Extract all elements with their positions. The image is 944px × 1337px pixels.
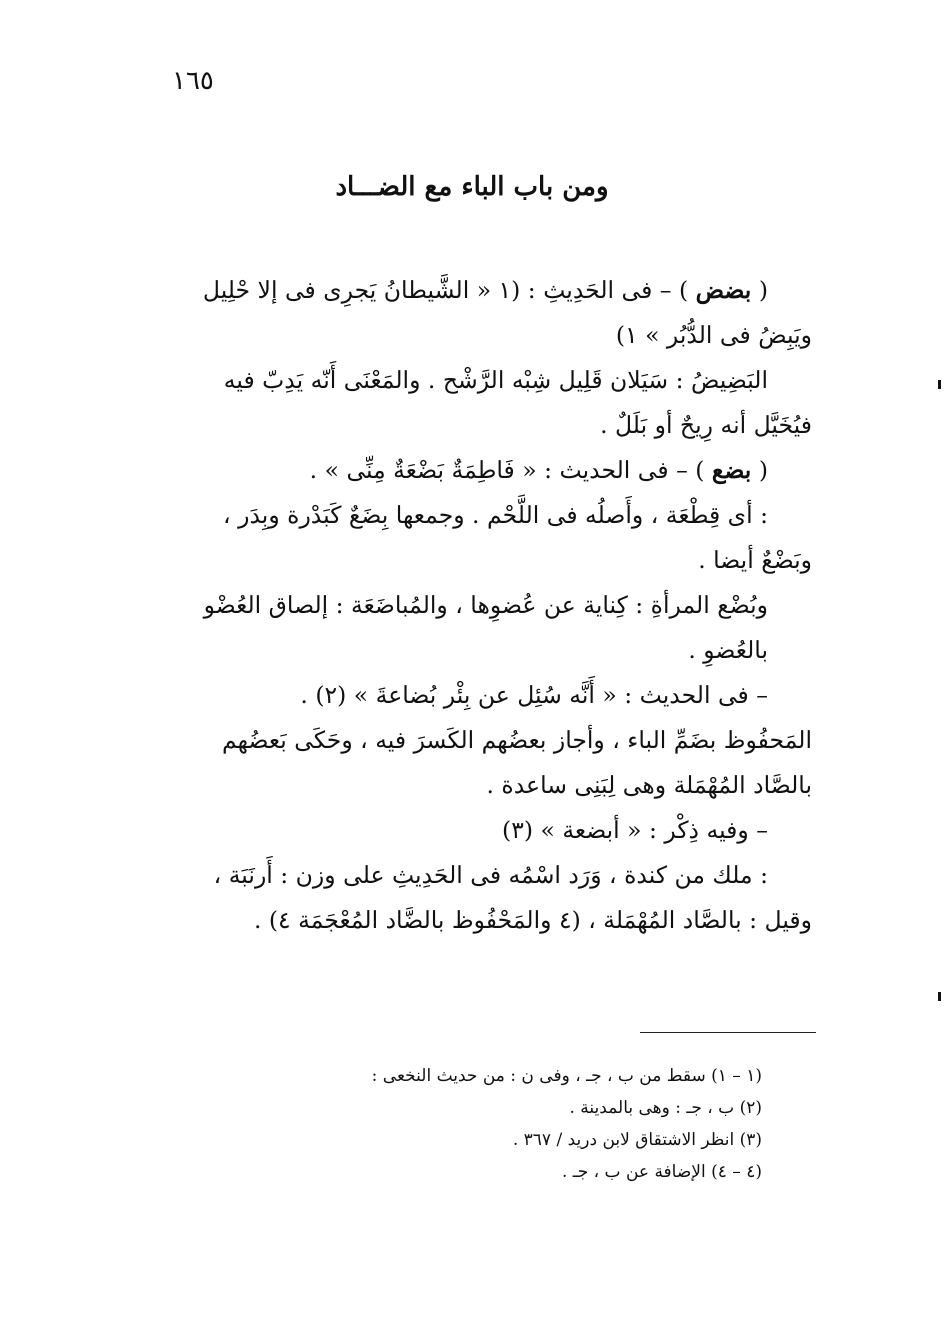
page-number: ١٦٥ xyxy=(172,66,214,96)
margin-mark xyxy=(938,992,941,1001)
entry-malik-line1: : ملك من كندة ، وَرَد اسْمُه فى الحَدِيثِ على وزن : أَرنَبَة ، xyxy=(213,861,768,889)
entry-abdaa-line: – وفيه ذِكْر : « أبضعة » (٣) xyxy=(502,816,768,844)
entry-mahfuz-line2: بالصَّاد المُهْمَلة وهى لِبَنِى ساعدة . xyxy=(486,771,812,799)
entry-qita-line2: وبَضْعٌ أيضا . xyxy=(698,546,812,574)
chapter-title: ومن باب الباء مع الضـــاد xyxy=(335,172,609,202)
entry-qita-line1: : أى قِطْعَة ، وأَصلُه فى اللَّحْم . وجمعها بِضَعٌ كَبَدْرة وبِدَر ، xyxy=(223,501,768,529)
entry-badid-line1: البَضِيضُ : سَيَلان قَلِيل شِبْه الرَّشْح . والمَعْنَى أَنّه يَدِبّ فيه xyxy=(223,366,768,394)
entry-baddad-text: ) – فى الحَدِيثِ : (١ « الشَّيطانُ يَجرِى فى إلا حْلِيل xyxy=(202,276,696,304)
entry-bada-text: ) – فى الحديث : « فَاطِمَةٌ بَضْعَةٌ مِنِّى » . xyxy=(309,456,712,484)
headword-baddad: بضض xyxy=(695,276,752,304)
bracket-open: ( xyxy=(751,456,768,484)
footnote-2: (٢) ب ، جـ : وهى بالمدينة . xyxy=(569,1098,762,1118)
headword-bada: بضع xyxy=(711,456,752,484)
entry-budaa-line: – فى الحديث : « أَنَّه سُئِل عن بِئْر بُضاعةَ » (٢) . xyxy=(300,681,768,709)
footnote-1: (١ – ١) سقط من ب ، جـ ، وفى ن : من حديث النخعى : xyxy=(371,1066,762,1086)
entry-baddad-line1 xyxy=(132,268,812,313)
footnote-3: (٣) انظر الاشتقاق لابن دريد / ٣٦٧ . xyxy=(512,1130,762,1150)
entry-badid-line2: فيُخَيَّل أنه رِيحٌ أو بَلَلٌ . xyxy=(600,411,812,439)
body-text xyxy=(132,268,812,943)
entry-mahfuz-line1: المَحفُوظ بضَمِّ الباء ، وأجاز بعضُهم الكَسرَ فيه ، وحَكَى بَعضُهم xyxy=(222,726,812,754)
entry-bud-line: وبُضْع المرأةِ : كِناية عن عُضوِها ، والمُباضَعَة : إلصاق العُضْو بالعُضوِ . xyxy=(203,591,768,664)
footnotes xyxy=(150,1060,762,1188)
footnote-divider xyxy=(640,1032,816,1033)
bracket-open: ( xyxy=(751,276,768,304)
margin-mark xyxy=(938,380,941,389)
entry-baddad-line2: ويَبِضُ فى الدُّبُر » ١) xyxy=(615,321,812,349)
entry-bada-line xyxy=(132,448,812,493)
footnote-4: (٤ – ٤) الإضافة عن ب ، جـ . xyxy=(561,1162,762,1182)
entry-malik-line2: وقيل : بالصَّاد المُهْمَلة ، (٤ والمَحْفُوظ بالضَّاد المُعْجَمَة ٤) . xyxy=(253,906,812,934)
